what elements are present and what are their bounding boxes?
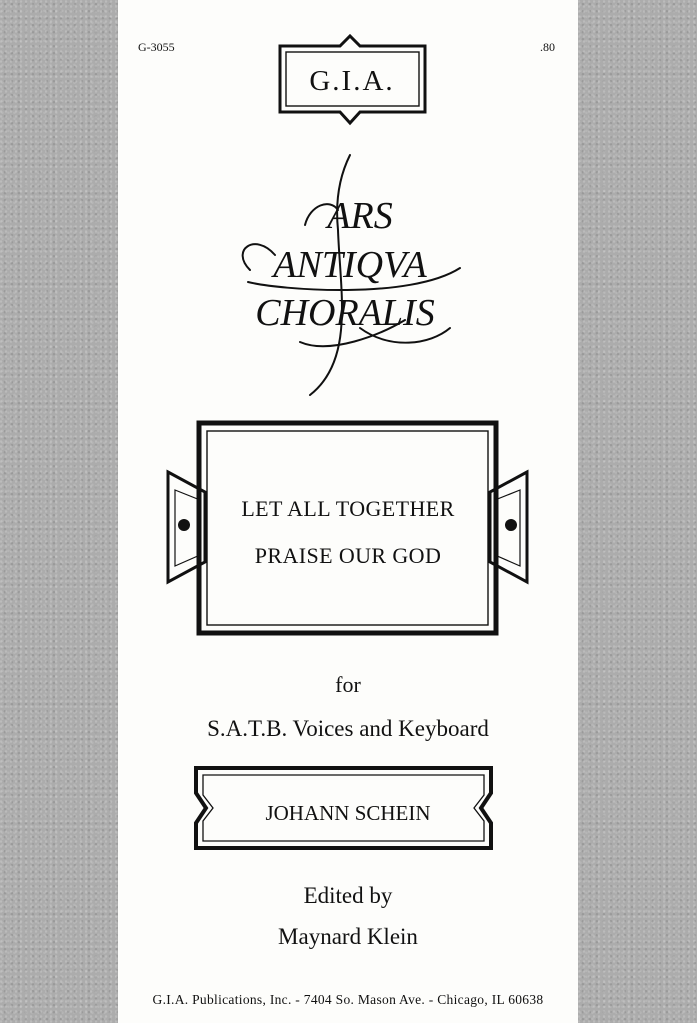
gia-logo-text: G.I.A.: [309, 65, 395, 97]
publisher-footer: G.I.A. Publications, Inc. - 7404 So. Mason Ave. - Chicago, IL 60638: [152, 992, 544, 1007]
svg-text:CHORALIS: CHORALIS: [255, 292, 435, 334]
for-label: for: [335, 672, 361, 697]
editor-name: Maynard Klein: [278, 924, 418, 949]
voicing-label: S.A.T.B. Voices and Keyboard: [207, 716, 489, 741]
title-line-1: LET ALL TOGETHER: [241, 496, 455, 521]
svg-text:ANTIQVA: ANTIQVA: [273, 244, 427, 286]
svg-text:ARS: ARS: [327, 195, 393, 237]
title-line-2: PRAISE OUR GOD: [254, 543, 442, 568]
composer-name: JOHANN SCHEIN: [265, 801, 431, 825]
edited-by-label: Edited by: [303, 883, 393, 908]
catalog-number: G-3055: [138, 40, 175, 54]
title-frame: [168, 423, 527, 633]
price: .80: [540, 40, 555, 54]
